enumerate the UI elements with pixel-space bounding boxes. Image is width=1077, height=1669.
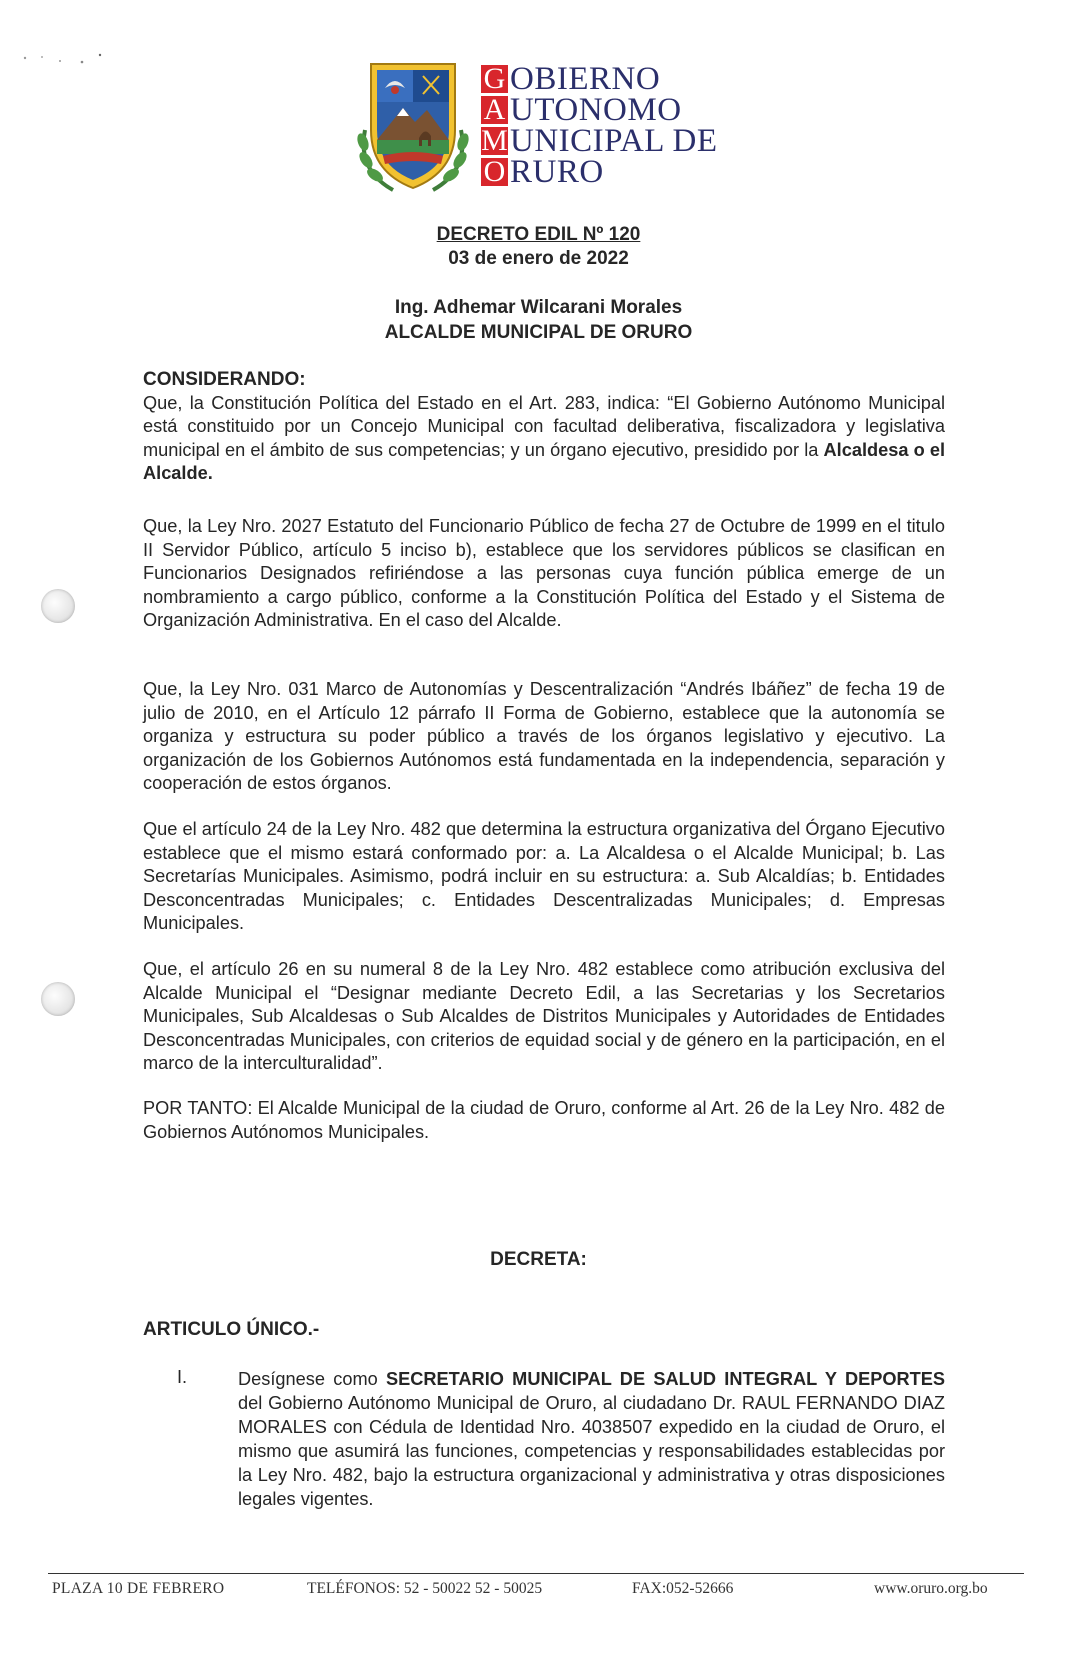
paragraph-text: del Gobierno Autónomo Municipal de Oruro, al ciudadano Dr. RAUL FERNANDO DIAZ MORALES con Cédula de Identidad Nro. 4038507 expedido en la ciudad de Oruro, el mismo que asumirá las funciones, competencias y responsabilidades establecidas por la Ley Nro. 482, bajo la estructura organizacional y administrativa y otras disposiciones legales vigentes. [238, 1393, 945, 1509]
paragraph-ley-482-art26 [143, 958, 945, 1076]
footer-fax: FAX:052-52666 [632, 1580, 734, 1597]
wordmark-line [481, 122, 741, 159]
wordmark-line [481, 91, 741, 128]
paragraph-text: Que el artículo 24 de la Ley Nro. 482 que determina la estructura organizativa del Órgano Ejecutivo establece que el mismo estará conformado por: a. La Alcaldesa o el Alcalde Municipal; b. Las Secretarías Municipales. Asimismo, podrá incluir en su estructura: a. Sub Alcaldías; b. Entidades Desconcentradas Municipales; c. Entidades Descentralizadas Municipales; d. Empresas Municipales. [143, 819, 945, 933]
item-number: I. [177, 1367, 188, 1387]
wordmark-text: OBIERNO [510, 60, 661, 97]
wordmark-initial: O [481, 158, 508, 186]
paragraph-ley-482-art24 [143, 818, 945, 936]
wordmark-line [481, 153, 741, 190]
paragraph-ley-2027 [143, 515, 945, 633]
punch-hole [41, 589, 75, 623]
position-title: SECRETARIO MUNICIPAL DE SALUD INTEGRAL Y DEPORTES [386, 1369, 946, 1389]
paragraph-text: Que, la Constitución Política del Estado en el Art. 283, indica: “El Gobierno Autónomo Municipal está constituido por un Concejo Municipal con facultad deliberativa, fiscalizadora y legislativa municipal en el ámbito de sus competencias; y un órgano ejecutivo, presidido por la [143, 392, 945, 460]
decree-number: DECRETO EDIL Nº 120 [436, 224, 641, 245]
paragraph-text: Desígnese como [238, 1369, 386, 1389]
municipal-logo [353, 60, 738, 205]
coat-of-arms-icon [353, 60, 473, 200]
considerando-section [143, 368, 945, 486]
punch-hole [41, 982, 75, 1016]
footer-website: www.oruro.org.bo [874, 1580, 988, 1597]
footer-phones: TELÉFONOS: 52 - 50022 52 - 50025 [307, 1580, 543, 1597]
wordmark-initial: G [481, 65, 508, 93]
articulo-heading: ARTICULO ÚNICO.- [143, 1319, 320, 1340]
mayor-title: ALCALDE MUNICIPAL DE ORURO [384, 322, 693, 343]
paragraph-text: Que, la Ley Nro. 2027 Estatuto del Funcionario Público de fecha 27 de Octubre de 1999 en el titulo II Servidor Público, artículo 5 inciso b), establece que los servidores públicos se clasifican en Funcionarios Designados refiriéndose a las personas cuya función pública emerge de un nombramiento a cargo público, conforme a la Constitución Política del Estado y el Sistema de Organización Administrativa. En el caso del Alcalde. [143, 516, 945, 630]
footer-address: PLAZA 10 DE FEBRERO [52, 1580, 225, 1597]
footer-divider [48, 1573, 1024, 1574]
wordmark-text: UNICIPAL DE [510, 122, 718, 159]
wordmark-line [481, 60, 741, 97]
wordmark-initial: A [481, 96, 508, 124]
decree-date: 03 de enero de 2022 [448, 248, 629, 269]
paragraph-por-tanto [143, 1097, 945, 1144]
paragraph-ley-031 [143, 678, 945, 796]
scan-specks [20, 50, 120, 70]
wordmark-initial: M [481, 123, 508, 157]
decreta-heading: DECRETA: [490, 1249, 587, 1270]
paragraph-constitucion [143, 392, 945, 486]
paragraph-text: Que, el artículo 26 en su numeral 8 de la Ley Nro. 482 establece como atribución exclusiva del Alcalde Municipal el “Designar mediante Decreto Edil, a las Secretarias y los Secretarios Municipales, Sub Alcaldesas o Sub Alcaldes de Distritos Municipales y Autoridades de Entidades Desconcentradas Municipales, con criterios de equidad social y de género en la participación, en el marco de la interculturalidad”. [143, 959, 945, 1073]
paragraph-bold-text: Alcaldesa o el Alcalde. [143, 439, 946, 483]
municipal-wordmark [481, 60, 741, 190]
paragraph-text: POR TANTO: El Alcalde Municipal de la ciudad de Oruro, conforme al Art. 26 de la Ley Nro. 482 de Gobiernos Autónomos Municipales. [143, 1098, 945, 1142]
wordmark-text: UTONOMO [510, 91, 682, 128]
paragraph-text: Que, la Ley Nro. 031 Marco de Autonomías y Descentralización “Andrés Ibáñez” de fecha 19 de julio de 2010, en el Artículo 12 párrafo II Forma de Gobierno, establece que la autonomía se organiza y estructura su poder público a través de los órganos legislativo y ejecutivo. La organización de los Gobiernos Autónomos está fundamentada en la independencia, separación y cooperación de estos órganos. [143, 679, 945, 793]
wordmark-text: RURO [510, 153, 604, 190]
considerando-heading: CONSIDERANDO: [143, 369, 306, 390]
designation-paragraph [238, 1367, 945, 1511]
mayor-name: Ing. Adhemar Wilcarani Morales [394, 297, 683, 318]
